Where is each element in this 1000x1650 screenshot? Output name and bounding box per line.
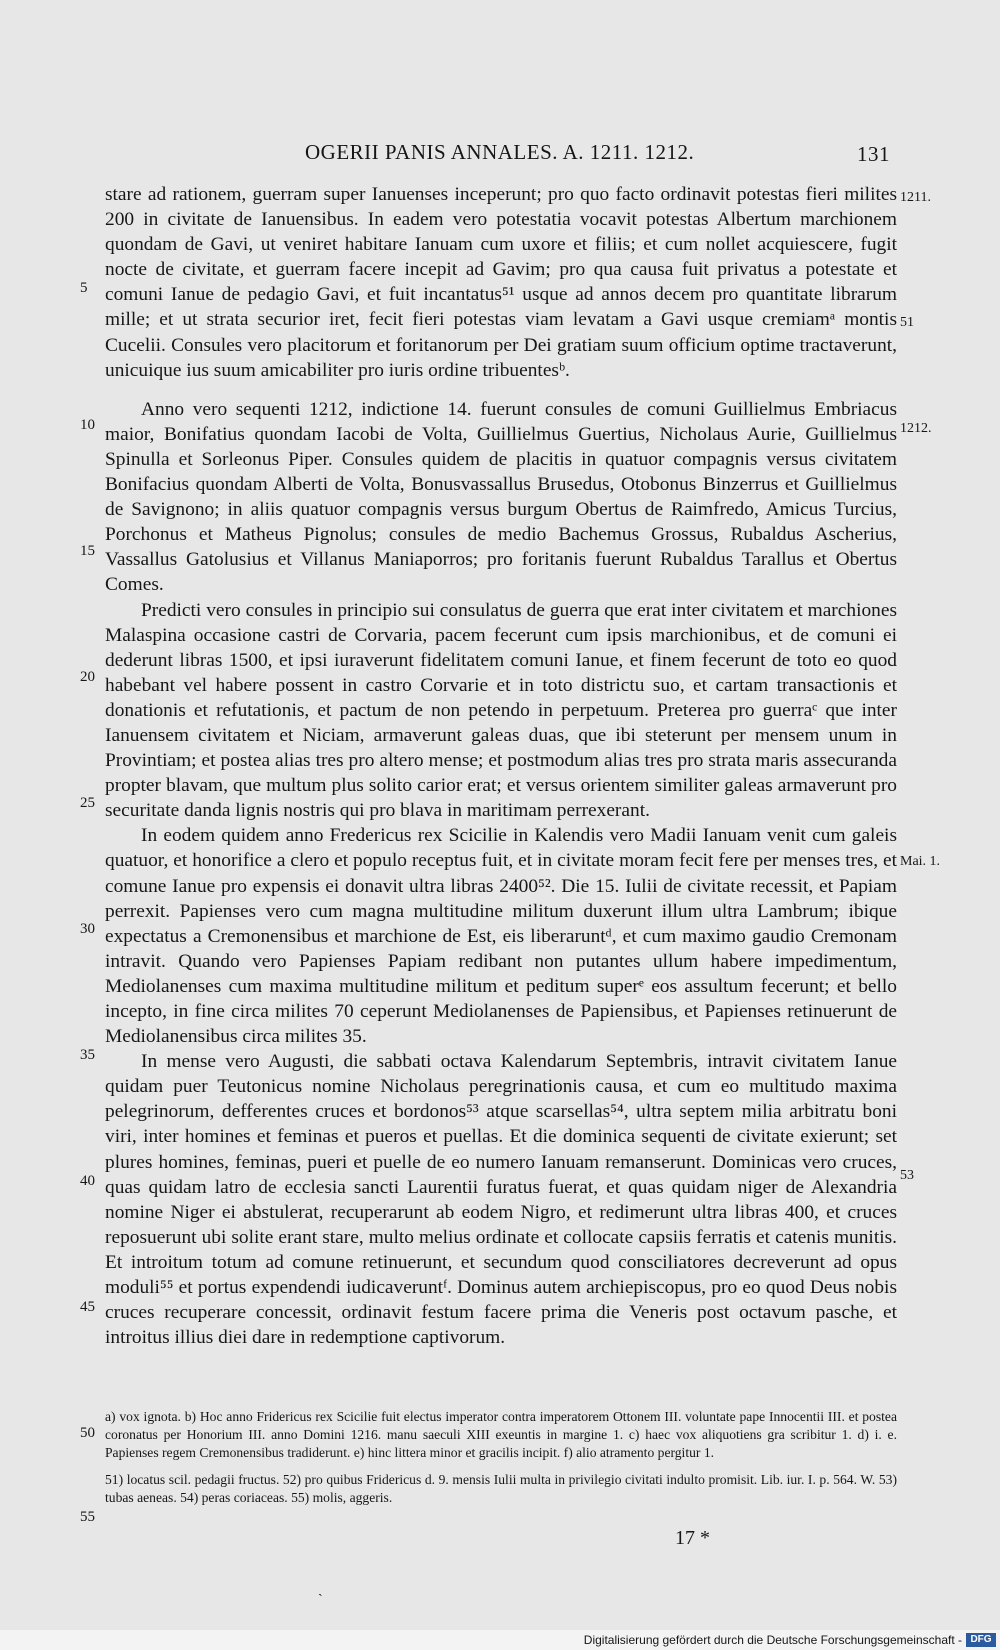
paragraph: In mense vero Augusti, die sabbati octava Kalendarum Septembris, intravit civitatem Ianue quidam puer Teutonicus nomine Nicholaus peregrinationis causa, et cum eo multitudo maxima pelegrinorum, defferentes cruces et bordonos⁵³ atque scarsellas⁵⁴, ultra septem milia arbitratu boni viri, inter homines et feminas et pueros et puellas. Et die dominica sequenti de civitate exierunt; set plures homines, feminas, pueri et puelle de eo numero Ianuam remanserunt. Dominicas vero cruces, quas quidam latro de ecclesia sancti Laurentii furatus fuerat, et quas quidam niger de Alexandria nomine Niger ei abstulerat, recuperarunt ab eodem Nigro, et redimerunt ultra libras 400, et cruces reposuerunt ubi solite erant stare, multo melius ordinate et collocate capsiis ferratis et catenis munitis. Et introitum totum ad comune retinuerunt, et secundum quod consciliatores decreverunt ad opus moduli⁵⁵ et portus expendendi iudicaveruntᶠ. Dominus autem archiepiscopus, pro eo quod Deus nobis cruces recuperare concessit, ordinavit festum facere prima die Veneris post octavum pasche, et introitus illius diei dare in redemptione captivorum. [105,1051,897,1349]
line-number: 25 [80,795,95,811]
footnotes [105,1408,897,1507]
line-number: 35 [80,1047,95,1063]
line-number: 5 [80,280,88,296]
footnotes-letters: a) vox ignota. b) Hoc anno Fridericus rex Scicilie fuit electus imperator contra imperatorem Ottonem III. voluntate pape Innocentii III. et postea coronatus per Honorium III. anno Domini 1216. manu saeculi XIII exeuntis in margine 1. c) haec vox aliquotiens gra scribitur 1. d) i. e. Papienses regem Cremonensibus tradiderunt. e) hinc littera minor et gracilis incipit. f) alio atramento pergitur 1. [105,1409,897,1461]
margin-year: 1211. [900,190,931,205]
line-number: 55 [80,1509,95,1525]
digitization-footer [0,1630,1000,1650]
line-number: 20 [80,669,95,685]
line-number: 30 [80,921,95,937]
running-title: OGERII PANIS ANNALES. A. 1211. 1212. [305,140,695,164]
paragraph: stare ad rationem, guerram super Ianuenses inceperunt; pro quo facto ordinavit potestas fieri milites 200 in civitate de Ianuensibus. In eadem vero potestatia vocavit potestas Albertum marchionem quondam de Gavi, ut veniret habitare Ianuam cum uxore et filiis; et cum nollet acquiescere, fugit nocte de civitate, et guerram facere incepit ad Gavim; pro qua causa fuit privatus a potestate et comuni Ianue de pedagio Gavi, et fuit incantatus⁵¹ usque ad annos decem pro quantitate librarum mille; et ut strata securior iret, fecit fieri potestas viam levatam a Gavi usque cremiamᵃ montis Cucelii. Consules vero placitorum et foritanorum per Dei gratiam suum officium optime tractaverunt, unicuique ius suum amicabiliter pro iuris ordine tribuentesᵇ. [105,184,897,381]
margin-note-ref: 51 [900,315,914,330]
line-number: 40 [80,1173,95,1189]
main-text [105,182,897,1350]
footer-text: Digitalisierung gefördert durch die Deutsche Forschungsgemeinschaft - [583,1633,962,1647]
dfg-logo-icon: DFG [966,1633,996,1647]
margin-year: 1212. [900,421,932,436]
line-number: 45 [80,1299,95,1315]
page-number: 131 [857,142,890,166]
line-number: 15 [80,543,95,559]
signature-mark: 17 * [675,1527,710,1549]
paragraph: In eodem quidem anno Fredericus rex Scicilie in Kalendis vero Madii Ianuam venit cum galeis quatuor, et honorifice a clero et populo receptus fuit, et in civitate moram fecit fere per menses tres, et comune Ianue pro expensis ei donavit ultra libras 2400⁵². Die 15. Iulii de civitate recessit, et Papiam perrexit. Papienses vero cum magna multitudine militum duxerunt illum ultra Lambrum; ibique expectatus a Cremonensibus et marchione de Est, eis liberaruntᵈ, et cum maximo gaudio Cremonam intravit. Quando vero Papienses Papiam redibant non putantes ullum habere impedimentum, Mediolanenses cum maxima multitudine militum et peditum superᵉ eos assultum fecerunt; et bello incepto, in fine circa milites 70 ceperunt Mediolanenses de Papiensibus, et Papienses retinuerunt de Mediolanensibus circa milites 35. [105,825,897,1048]
margin-date: Mai. 1. [900,854,941,869]
line-number: 10 [80,417,95,433]
margin-note-ref: 53 [900,1168,914,1183]
paragraph: Anno vero sequenti 1212, indictione 14. fuerunt consules de comuni Guillielmus Embriacus maior, Bonifatius quondam Iacobi de Volta, Guillielmus Guertius, Nicholaus Aurie, Guillielmus Spinulla et Sorleonus Piper. Consules quidem de placitis in quatuor compagnis versus civitatem Bonifacius quondam Alberti de Volta, Bonusvassallus Brusedus, Otobonus Binzerrus et Guillielmus de Savignono; in aliis quatuor compagnis versus burgum Obertus de Raimfredo, Amicus Turcius, Porchonus et Matheus Pignolus; consules de medio Bachemus Grossus, Rubaldus Ascherius, Vassallus Gatolusius et Villanus Maniaporros; pro foritanis fuerunt Rubaldus Tarallus et Obertus Comes. [105,398,897,596]
page-header [0,140,1000,170]
footnotes-numbers: 51) locatus scil. pedagii fructus. 52) pro quibus Fridericus d. 9. mensis Iulii multa in privilegio civitati indulto promisit. Lib. iur. I. p. 564. W. 53) tubas aeneas. 54) peras coriaceas. 55) molis, aggeris. [105,1471,897,1505]
line-number: 50 [80,1425,95,1441]
paragraph: Predicti vero consules in principio sui consulatus de guerra que erat inter civitatem et marchiones Malaspina occasione castri de Corvaria, pacem fecerunt cum ipsis marchionibus, et de comuni ei dederunt libras 1500, et ipsi iuraverunt fidelitatem comuni Ianue, et finem fecerunt de toto eo quod habebant vel habere possent in castro Corvarie et in toto districtu suo, et cartam transactionis et donationis et refutationis, et pactum de non petendo in perpetuum. Preterea pro guerraᶜ que inter Ianuensem civitatem et Niciam, armaverunt galeas duas, que ibi steterunt per mensem unum in Provintiam; et postea alias tres pro altero mense; et postmodum alias tres pro strata maris assecuranda propter blavam, que multum plus solito carior erat; et versus orientem similiter galeas armaverunt pro securitate danda lignis nostris qui pro blava in maritimam perrexerant. [105,599,897,822]
stray-mark: ˏ [318,1582,323,1597]
